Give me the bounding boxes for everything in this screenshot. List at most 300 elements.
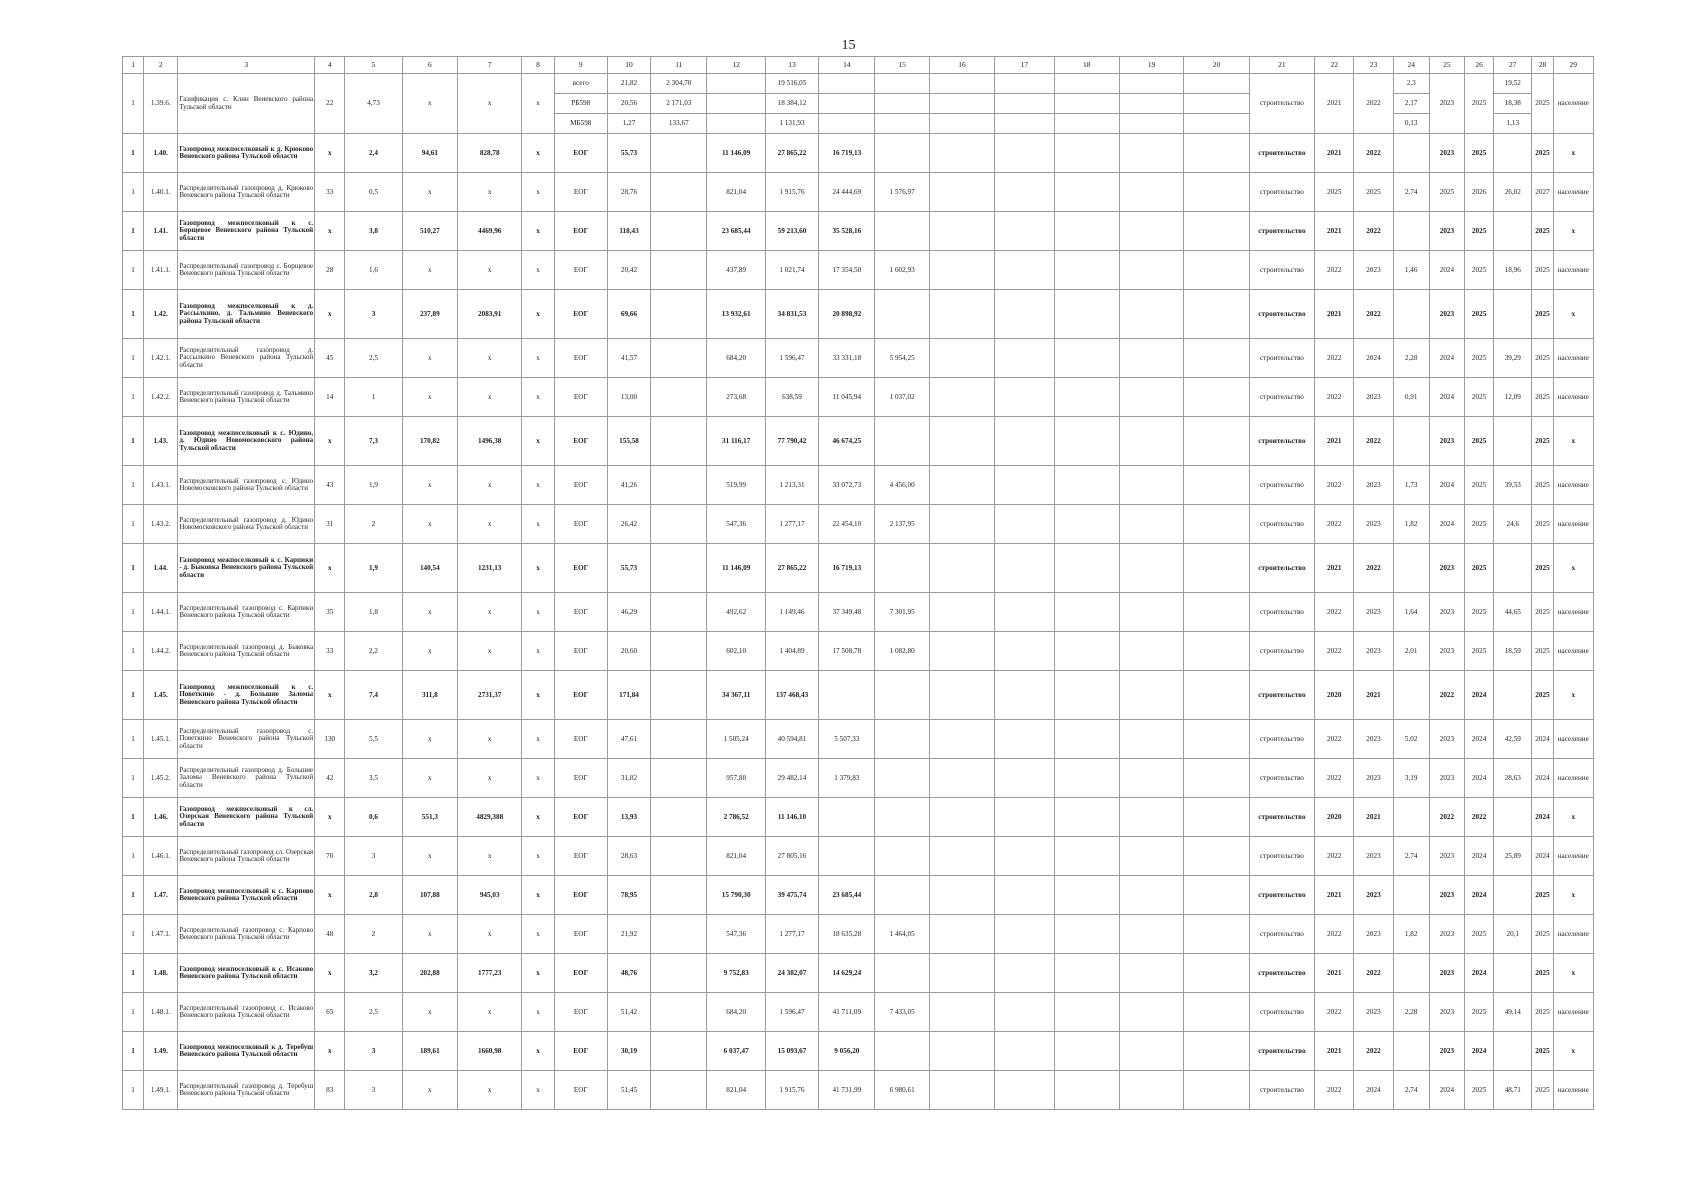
cell-c10: 78,95 [607, 876, 650, 915]
cell-c4: 35 [315, 593, 345, 632]
cell-c16 [929, 759, 994, 798]
table-row [123, 378, 1594, 417]
cell-c19 [1119, 671, 1183, 720]
cell-c9: всего [554, 74, 607, 94]
cell-c16 [929, 173, 994, 212]
cell-c2: 1.45. [144, 671, 178, 720]
cell-c16 [929, 134, 994, 173]
column-number-27: 27 [1494, 57, 1532, 74]
cell-c3: Распределительный газопровод с. Карпики Веневского района Тульской области [178, 593, 315, 632]
cell-c27: 20,1 [1494, 915, 1532, 954]
cell-c11 [651, 837, 707, 876]
cell-c15 [875, 759, 929, 798]
cell-c15: 1 464,05 [875, 915, 929, 954]
cell-c13: 29 482,14 [765, 759, 818, 798]
cell-c18 [1054, 759, 1119, 798]
cell-c17 [995, 290, 1054, 339]
cell-c3: Газопровод межпоселковый к с. Карпики - д. Быковка Веневского района Тульской области [178, 544, 315, 593]
cell-c26: 2025 [1465, 339, 1494, 378]
cell-c29: х [1553, 671, 1593, 720]
cell-c1: 1 [123, 837, 144, 876]
cell-c5: 1 [345, 378, 402, 417]
cell-c14: 1 379,83 [819, 759, 875, 798]
cell-c20 [1184, 593, 1249, 632]
cell-c25: 2023 [1429, 876, 1464, 915]
cell-c17 [995, 173, 1054, 212]
cell-c7: х [458, 378, 522, 417]
cell-c5: 2,5 [345, 339, 402, 378]
cell-c2: 1.43.2. [144, 505, 178, 544]
cell-c25: 2023 [1429, 632, 1464, 671]
cell-c14: 17 508,78 [819, 632, 875, 671]
cell-c16 [929, 837, 994, 876]
cell-c25: 2023 [1429, 954, 1464, 993]
cell-c21: строительство [1249, 671, 1314, 720]
cell-c21: строительство [1249, 505, 1314, 544]
cell-c12: 957,88 [707, 759, 765, 798]
cell-c16 [929, 593, 994, 632]
column-number-28: 28 [1532, 57, 1553, 74]
cell-c1: 1 [123, 1071, 144, 1110]
cell-c1: 1 [123, 993, 144, 1032]
cell-c11 [651, 251, 707, 290]
column-number-8: 8 [522, 57, 554, 74]
cell-c8: х [522, 134, 554, 173]
cell-c5: 4,73 [345, 74, 402, 134]
cell-c14 [819, 837, 875, 876]
cell-c16 [929, 251, 994, 290]
cell-c29: население [1553, 173, 1593, 212]
cell-c5: 3 [345, 1071, 402, 1110]
cell-c20 [1184, 417, 1249, 466]
cell-c29: х [1553, 798, 1593, 837]
cell-c2: 1.42. [144, 290, 178, 339]
cell-c17 [995, 544, 1054, 593]
cell-c16 [929, 798, 994, 837]
cell-c1: 1 [123, 251, 144, 290]
cell-c28: 2025 [1532, 505, 1553, 544]
cell-c18 [1054, 94, 1119, 114]
column-number-11: 11 [651, 57, 707, 74]
cell-c5: 2,8 [345, 876, 402, 915]
cell-c28: 2024 [1532, 798, 1553, 837]
cell-c1: 1 [123, 417, 144, 466]
cell-c13: 1 915,76 [765, 173, 818, 212]
cell-c24: 2,28 [1393, 993, 1429, 1032]
cell-c23: 2025 [1354, 173, 1393, 212]
cell-c15: 1 082,80 [875, 632, 929, 671]
cell-c10: 21,82 [607, 74, 650, 94]
cell-c28: 2027 [1532, 173, 1553, 212]
cell-c8: х [522, 74, 554, 134]
cell-c15 [875, 837, 929, 876]
cell-c19 [1119, 632, 1183, 671]
table-row [123, 632, 1594, 671]
cell-c23: 2023 [1354, 466, 1393, 505]
cell-c7: 1777,23 [458, 954, 522, 993]
cell-c13: 1 021,74 [765, 251, 818, 290]
cell-c8: х [522, 632, 554, 671]
cell-c13: 137 468,43 [765, 671, 818, 720]
cell-c24 [1393, 671, 1429, 720]
cell-c29: население [1553, 632, 1593, 671]
cell-c7: х [458, 837, 522, 876]
cell-c22: 2021 [1315, 876, 1354, 915]
cell-c10: 41,26 [607, 466, 650, 505]
cell-c25: 2023 [1429, 74, 1464, 134]
cell-c23: 2022 [1354, 134, 1393, 173]
cell-c18 [1054, 417, 1119, 466]
cell-c17 [995, 798, 1054, 837]
cell-c20 [1184, 954, 1249, 993]
cell-c23: 2023 [1354, 915, 1393, 954]
cell-c25: 2023 [1429, 544, 1464, 593]
cell-c20 [1184, 290, 1249, 339]
cell-c2: 1.42.1. [144, 339, 178, 378]
cell-c17 [995, 134, 1054, 173]
cell-c18 [1054, 954, 1119, 993]
cell-c2: 1.41. [144, 212, 178, 251]
cell-c14: 35 528,16 [819, 212, 875, 251]
cell-c28: 2025 [1532, 134, 1553, 173]
cell-c7: х [458, 173, 522, 212]
cell-c26: 2025 [1465, 593, 1494, 632]
cell-c14: 22 454,10 [819, 505, 875, 544]
cell-c5: 0,6 [345, 798, 402, 837]
table-row [123, 339, 1594, 378]
cell-c26: 2025 [1465, 417, 1494, 466]
cell-c1: 1 [123, 671, 144, 720]
cell-c11 [651, 417, 707, 466]
cell-c16 [929, 466, 994, 505]
cell-c27 [1494, 290, 1532, 339]
cell-c5: 3 [345, 837, 402, 876]
cell-c23: 2022 [1354, 1032, 1393, 1071]
cell-c5: 1,9 [345, 544, 402, 593]
table-row [123, 212, 1594, 251]
cell-c22: 2022 [1315, 251, 1354, 290]
cell-c14: 20 898,92 [819, 290, 875, 339]
cell-c14 [819, 114, 875, 134]
cell-c16 [929, 417, 994, 466]
cell-c2: 1.43.1. [144, 466, 178, 505]
cell-c12: 23 685,44 [707, 212, 765, 251]
cell-c25: 2023 [1429, 134, 1464, 173]
cell-c6: х [402, 339, 457, 378]
column-number-4: 4 [315, 57, 345, 74]
cell-c23: 2022 [1354, 954, 1393, 993]
cell-c20 [1184, 632, 1249, 671]
cell-c9: ЕОГ [554, 759, 607, 798]
cell-c27: 39,29 [1494, 339, 1532, 378]
cell-c29: население [1553, 837, 1593, 876]
cell-c17 [995, 94, 1054, 114]
cell-c13: 34 831,53 [765, 290, 818, 339]
cell-c6: 237,89 [402, 290, 457, 339]
cell-c25: 2024 [1429, 378, 1464, 417]
cell-c7: 1496,38 [458, 417, 522, 466]
cell-c21: строительство [1249, 915, 1314, 954]
cell-c14: 11 045,94 [819, 378, 875, 417]
cell-c1: 1 [123, 466, 144, 505]
cell-c27: 26,02 [1494, 173, 1532, 212]
cell-c9: ЕОГ [554, 593, 607, 632]
cell-c14: 14 629,24 [819, 954, 875, 993]
cell-c25: 2023 [1429, 837, 1464, 876]
cell-c2: 1.43. [144, 417, 178, 466]
cell-c11: 133,67 [651, 114, 707, 134]
cell-c15 [875, 417, 929, 466]
cell-c8: х [522, 339, 554, 378]
cell-c18 [1054, 134, 1119, 173]
cell-c24: 2,17 [1393, 94, 1429, 114]
cell-c9: ЕОГ [554, 544, 607, 593]
cell-c8: х [522, 1032, 554, 1071]
cell-c28: 2025 [1532, 1032, 1553, 1071]
cell-c28: 2024 [1532, 720, 1553, 759]
cell-c17 [995, 505, 1054, 544]
cell-c28: 2025 [1532, 544, 1553, 593]
cell-c7: 945,03 [458, 876, 522, 915]
cell-c15: 6 980,61 [875, 1071, 929, 1110]
cell-c18 [1054, 671, 1119, 720]
cell-c27: 28,63 [1494, 759, 1532, 798]
cell-c19 [1119, 114, 1183, 134]
cell-c21: строительство [1249, 544, 1314, 593]
cell-c14: 5 507,33 [819, 720, 875, 759]
cell-c14: 24 444,69 [819, 173, 875, 212]
cell-c23: 2022 [1354, 290, 1393, 339]
cell-c9: ЕОГ [554, 1071, 607, 1110]
cell-c28: 2025 [1532, 290, 1553, 339]
cell-c27: 19,52 [1494, 74, 1532, 94]
cell-c17 [995, 378, 1054, 417]
cell-c26: 2024 [1465, 1032, 1494, 1071]
cell-c29: х [1553, 876, 1593, 915]
column-number-1: 1 [123, 57, 144, 74]
cell-c26: 2025 [1465, 251, 1494, 290]
cell-c10: 13,93 [607, 798, 650, 837]
cell-c22: 2022 [1315, 993, 1354, 1032]
cell-c17 [995, 593, 1054, 632]
cell-c18 [1054, 720, 1119, 759]
cell-c24 [1393, 876, 1429, 915]
cell-c13: 77 790,42 [765, 417, 818, 466]
cell-c9: ЕОГ [554, 378, 607, 417]
cell-c25: 2023 [1429, 290, 1464, 339]
cell-c10: 171,84 [607, 671, 650, 720]
cell-c13: 15 093,67 [765, 1032, 818, 1071]
table-row [123, 505, 1594, 544]
cell-c2: 1.44.2. [144, 632, 178, 671]
cell-c4: 45 [315, 339, 345, 378]
cell-c6: х [402, 173, 457, 212]
cell-c2: 1.47.1. [144, 915, 178, 954]
cell-c24: 1,46 [1393, 251, 1429, 290]
cell-c16 [929, 94, 994, 114]
cell-c21: строительство [1249, 876, 1314, 915]
column-number-14: 14 [819, 57, 875, 74]
table-row [123, 837, 1594, 876]
cell-c6: х [402, 505, 457, 544]
cell-c20 [1184, 94, 1249, 114]
cell-c18 [1054, 339, 1119, 378]
cell-c12: 684,20 [707, 993, 765, 1032]
cell-c20 [1184, 544, 1249, 593]
cell-c25: 2022 [1429, 798, 1464, 837]
column-number-20: 20 [1184, 57, 1249, 74]
cell-c6: 202,88 [402, 954, 457, 993]
cell-c3: Распределительный газопровод д. Крюково Веневского района Тульской области [178, 173, 315, 212]
cell-c4: 83 [315, 1071, 345, 1110]
cell-c27 [1494, 671, 1532, 720]
cell-c18 [1054, 173, 1119, 212]
cell-c4: 70 [315, 837, 345, 876]
cell-c4: 43 [315, 466, 345, 505]
cell-c22: 2025 [1315, 173, 1354, 212]
cell-c7: х [458, 632, 522, 671]
cell-c12: 9 752,83 [707, 954, 765, 993]
column-number-22: 22 [1315, 57, 1354, 74]
cell-c7: 828,78 [458, 134, 522, 173]
cell-c7: 2731,37 [458, 671, 522, 720]
cell-c16 [929, 544, 994, 593]
cell-c3: Газопровод межпоселковый к сл. Озерская Веневского района Тульской области [178, 798, 315, 837]
cell-c7: 4829,388 [458, 798, 522, 837]
cell-c22: 2022 [1315, 837, 1354, 876]
cell-c22: 2020 [1315, 671, 1354, 720]
cell-c27: 18,38 [1494, 94, 1532, 114]
cell-c13: 1 131,93 [765, 114, 818, 134]
cell-c8: х [522, 876, 554, 915]
cell-c25: 2023 [1429, 993, 1464, 1032]
cell-c20 [1184, 798, 1249, 837]
cell-c15 [875, 212, 929, 251]
cell-c15 [875, 114, 929, 134]
cell-c22: 2022 [1315, 720, 1354, 759]
cell-c19 [1119, 417, 1183, 466]
cell-c15: 1 576,97 [875, 173, 929, 212]
cell-c16 [929, 954, 994, 993]
cell-c3: Газопровод межпоселковый к с. Борщевое Веневского района Тульской области [178, 212, 315, 251]
cell-c12: 15 790,30 [707, 876, 765, 915]
cell-c9: ЕОГ [554, 212, 607, 251]
cell-c10: 30,19 [607, 1032, 650, 1071]
table-row [123, 720, 1594, 759]
cell-c23: 2023 [1354, 632, 1393, 671]
cell-c27 [1494, 954, 1532, 993]
cell-c28: 2025 [1532, 74, 1553, 134]
cell-c14: 33 072,73 [819, 466, 875, 505]
cell-c4: х [315, 290, 345, 339]
cell-c23: 2024 [1354, 1071, 1393, 1110]
cell-c8: х [522, 720, 554, 759]
cell-c10: 55,73 [607, 134, 650, 173]
cell-c3: Газопровод межпоселковый к д. Теребуш Веневского района Тульской области [178, 1032, 315, 1071]
cell-c21: строительство [1249, 993, 1314, 1032]
cell-c21: строительство [1249, 1032, 1314, 1071]
cell-c2: 1.46.1. [144, 837, 178, 876]
cell-c24 [1393, 212, 1429, 251]
cell-c4: 42 [315, 759, 345, 798]
table-row [123, 671, 1594, 720]
cell-c1: 1 [123, 290, 144, 339]
cell-c22: 2021 [1315, 134, 1354, 173]
cell-c22: 2021 [1315, 417, 1354, 466]
column-number-9: 9 [554, 57, 607, 74]
cell-c29: население [1553, 720, 1593, 759]
cell-c5: 1,8 [345, 593, 402, 632]
cell-c18 [1054, 593, 1119, 632]
cell-c19 [1119, 544, 1183, 593]
cell-c6: х [402, 466, 457, 505]
cell-c16 [929, 505, 994, 544]
cell-c22: 2022 [1315, 759, 1354, 798]
cell-c6: х [402, 593, 457, 632]
cell-c6: 170,82 [402, 417, 457, 466]
cell-c15 [875, 94, 929, 114]
cell-c20 [1184, 720, 1249, 759]
cell-c25: 2023 [1429, 1032, 1464, 1071]
cell-c20 [1184, 251, 1249, 290]
cell-c11 [651, 544, 707, 593]
cell-c3: Распределительный газопровод с. Карпово Веневского района Тульской области [178, 915, 315, 954]
cell-c22: 2020 [1315, 798, 1354, 837]
cell-c27 [1494, 212, 1532, 251]
cell-c15: 5 954,25 [875, 339, 929, 378]
cell-c22: 2021 [1315, 954, 1354, 993]
cell-c1: 1 [123, 876, 144, 915]
cell-c13: 11 146,10 [765, 798, 818, 837]
cell-c10: 48,76 [607, 954, 650, 993]
cell-c17 [995, 251, 1054, 290]
cell-c20 [1184, 212, 1249, 251]
cell-c4: х [315, 671, 345, 720]
cell-c23: 2023 [1354, 759, 1393, 798]
cell-c1: 1 [123, 954, 144, 993]
cell-c28: 2025 [1532, 417, 1553, 466]
cell-c14: 46 674,25 [819, 417, 875, 466]
cell-c19 [1119, 505, 1183, 544]
cell-c8: х [522, 671, 554, 720]
cell-c29: население [1553, 915, 1593, 954]
cell-c26: 2024 [1465, 759, 1494, 798]
cell-c5: 2 [345, 505, 402, 544]
column-number-10: 10 [607, 57, 650, 74]
column-number-7: 7 [458, 57, 522, 74]
cell-c22: 2022 [1315, 339, 1354, 378]
cell-c1: 1 [123, 759, 144, 798]
cell-c26: 2025 [1465, 544, 1494, 593]
cell-c20 [1184, 876, 1249, 915]
cell-c27: 49,14 [1494, 993, 1532, 1032]
cell-c11 [651, 876, 707, 915]
cell-c24: 2,3 [1393, 74, 1429, 94]
cell-c2: 1.49. [144, 1032, 178, 1071]
cell-c16 [929, 339, 994, 378]
cell-c11 [651, 1071, 707, 1110]
cell-c7: х [458, 593, 522, 632]
cell-c22: 2022 [1315, 915, 1354, 954]
cell-c2: 1.48. [144, 954, 178, 993]
cell-c20 [1184, 505, 1249, 544]
cell-c22: 2022 [1315, 1071, 1354, 1110]
cell-c4: 65 [315, 993, 345, 1032]
cell-c4: 31 [315, 505, 345, 544]
cell-c26: 2024 [1465, 876, 1494, 915]
cell-c23: 2021 [1354, 798, 1393, 837]
cell-c23: 2023 [1354, 720, 1393, 759]
